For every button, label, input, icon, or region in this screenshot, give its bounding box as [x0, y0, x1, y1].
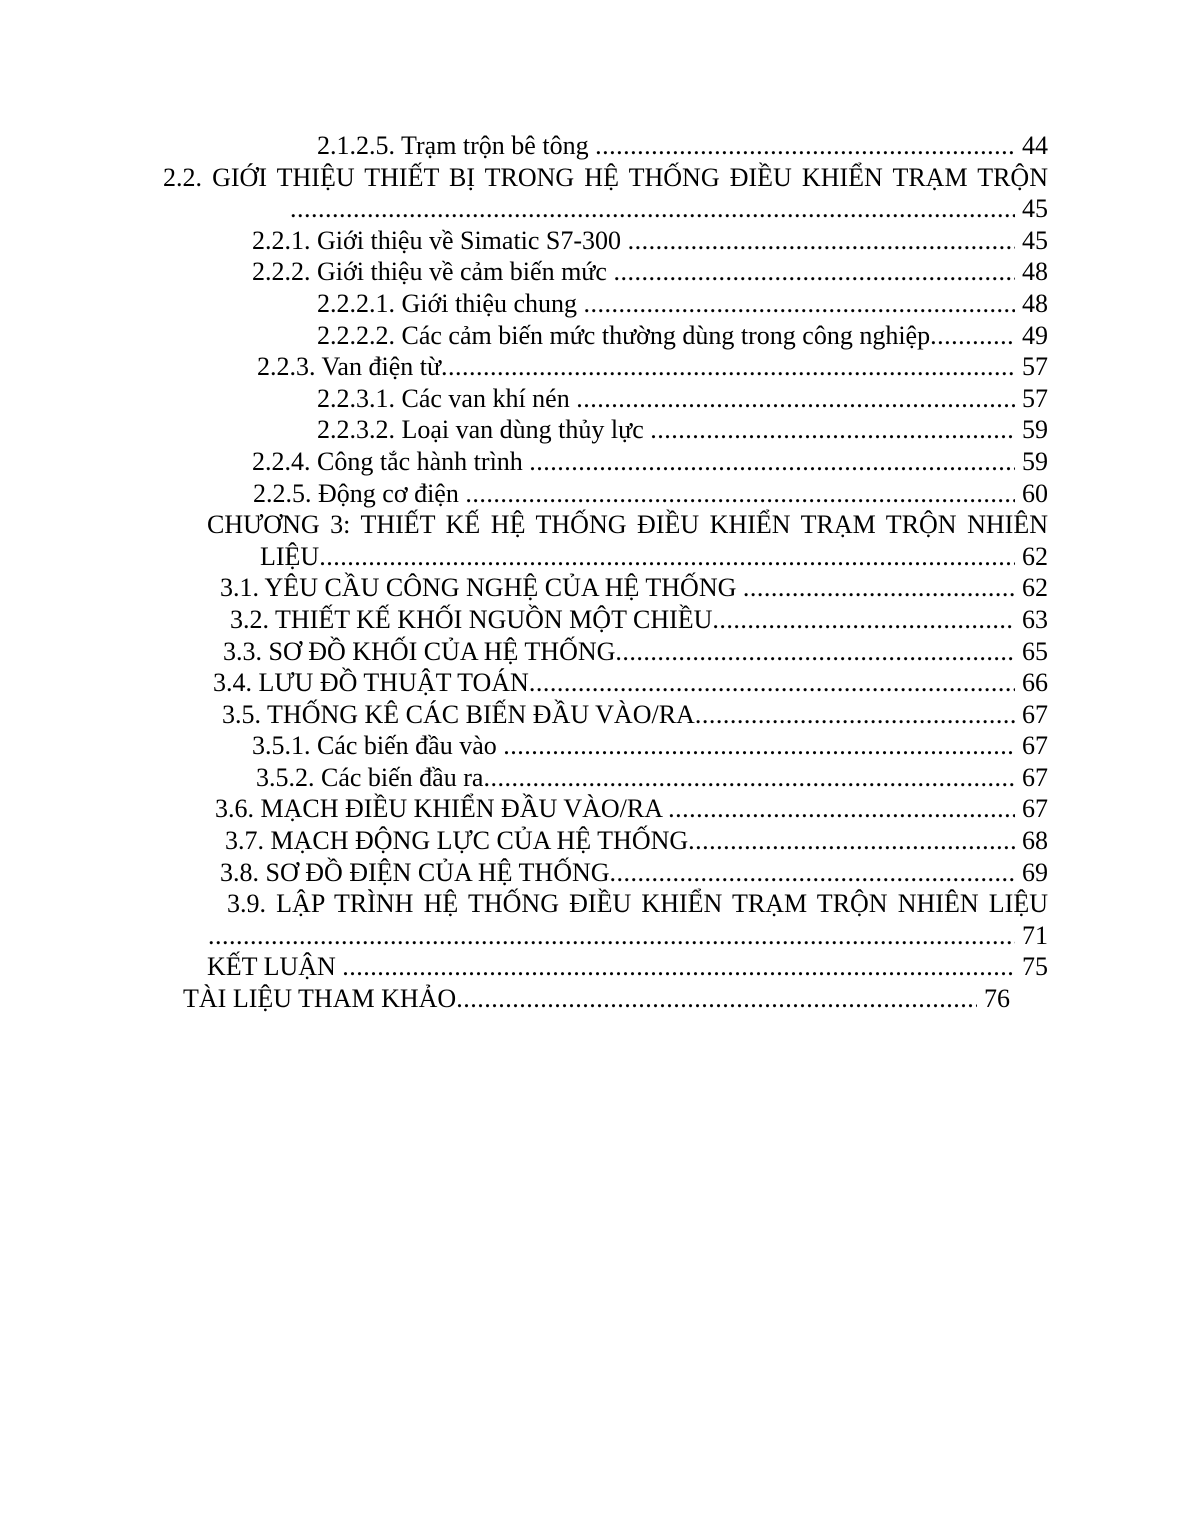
toc-row [163, 604, 1048, 636]
toc-entry-label: 3.2. THIẾT KẾ KHỐI NGUỒN MỘT CHIỀU [230, 604, 713, 634]
toc-entry-label: 3.1. YÊU CẦU CÔNG NGHỆ CỦA HỆ THỐNG [220, 573, 743, 603]
toc-entry-label: 2.2.3. Van điện từ [257, 352, 442, 382]
dot-leader [456, 983, 977, 1015]
toc-entry-label: CHƯƠNG 3: THIẾT KẾ HỆ THỐNG ĐIỀU KHIỂN TRẠM TRỘN NHIÊN [207, 510, 1048, 540]
toc-entry-label: 2.2.1. Giới thiệu về Simatic S7-300 [252, 225, 628, 255]
toc-row [163, 920, 1048, 952]
toc-row [163, 288, 1048, 320]
toc-row [163, 383, 1048, 415]
dot-leader [483, 762, 1015, 794]
page-number: 44 [1022, 131, 1048, 160]
dot-leader [319, 541, 1015, 573]
toc-entry-label: 3.4. LƯU ĐỒ THUẬT TOÁN [213, 668, 529, 698]
page-number: 57 [1022, 352, 1048, 382]
toc-row [163, 857, 1048, 889]
toc-entry-label: 2.2.2.2. Các cảm biến mức thường dùng trong công nghiệp [317, 320, 931, 350]
toc-row [163, 983, 1048, 1015]
dot-leader [610, 857, 1015, 889]
dot-leader [342, 951, 1015, 983]
page-number: 71 [1022, 920, 1048, 950]
toc-row [163, 951, 1048, 983]
toc-row [163, 225, 1048, 257]
page-number: 45 [1022, 225, 1048, 255]
toc-entry-label: 2.2.5. Động cơ điện [253, 478, 466, 508]
page-number: 63 [1022, 604, 1048, 634]
page-number: 67 [1022, 762, 1048, 792]
page-number: 67 [1022, 731, 1048, 761]
dot-leader [503, 730, 1015, 762]
dot-leader [208, 920, 1015, 952]
dot-leader [668, 793, 1015, 825]
page-number: 49 [1022, 320, 1048, 350]
page-number: 62 [1022, 541, 1048, 571]
page-number: 62 [1022, 573, 1048, 603]
dot-leader [650, 414, 1015, 446]
toc-entry-label: 2.2.4. Công tắc hành trình [252, 446, 530, 476]
toc-row [163, 541, 1048, 573]
dot-leader [465, 478, 1015, 510]
page-number: 69 [1022, 857, 1048, 887]
dot-leader [628, 225, 1015, 257]
toc-row [163, 351, 1048, 383]
dot-leader [688, 825, 1015, 857]
toc-entry-label: KẾT LUẬN [207, 952, 343, 982]
page-number: 48 [1022, 288, 1048, 318]
toc-entry-label: 2.2.3.1. Các van khí nén [317, 383, 577, 413]
toc-row [163, 730, 1048, 762]
page-number: 48 [1022, 257, 1048, 287]
toc-entry-label: 2.2.3.2. Loại van dùng thủy lực [317, 415, 651, 445]
dot-leader [529, 446, 1015, 478]
dot-leader [584, 288, 1016, 320]
dot-leader [576, 383, 1015, 415]
toc-entry-label: 3.5.1. Các biến đầu vào [252, 731, 504, 761]
toc-entry-label: 3.6. MẠCH ĐIỀU KHIỂN ĐẦU VÀO/RA [215, 794, 669, 824]
toc-row [163, 320, 1048, 352]
dot-leader [290, 193, 1015, 225]
toc-row [163, 636, 1048, 668]
page-number: 66 [1022, 668, 1048, 698]
toc-row [163, 888, 1048, 920]
page-number: 57 [1022, 383, 1048, 413]
toc-entry-label: 3.8. SƠ ĐỒ ĐIỆN CỦA HỆ THỐNG [220, 857, 610, 887]
toc-row [163, 446, 1048, 478]
dot-leader [930, 320, 1015, 352]
dot-leader [615, 636, 1015, 668]
toc-row [163, 667, 1048, 699]
dot-leader [595, 130, 1015, 162]
toc-entry-label: 3.5.2. Các biến đầu ra [256, 762, 484, 792]
page-number: 68 [1022, 826, 1048, 856]
table-of-contents [163, 130, 1048, 1015]
toc-entry-label: 3.5. THỐNG KÊ CÁC BIẾN ĐẦU VÀO/RA [222, 699, 695, 729]
toc-entry-label: TÀI LIỆU THAM KHẢO [183, 984, 457, 1014]
dot-leader [695, 699, 1015, 731]
dot-leader [712, 604, 1015, 636]
toc-entry-label: 3.3. SƠ ĐỒ KHỐI CỦA HỆ THỐNG [223, 636, 616, 666]
toc-entry-label: 3.9. LẬP TRÌNH HỆ THỐNG ĐIỀU KHIỂN TRẠM TRỘN NHIÊN LIỆU [227, 889, 1048, 919]
toc-row [163, 256, 1048, 288]
toc-row [163, 193, 1048, 225]
toc-row [163, 699, 1048, 731]
toc-entry-label: 2.2.2. Giới thiệu về cảm biến mức [252, 257, 614, 287]
dot-leader [613, 256, 1015, 288]
page-number: 59 [1022, 446, 1048, 476]
toc-entry-label: 2.2.2.1. Giới thiệu chung [317, 288, 584, 318]
page-number: 75 [1022, 952, 1048, 982]
toc-row [163, 509, 1048, 541]
toc-row [163, 572, 1048, 604]
toc-entry-label: LIỆU [260, 541, 320, 571]
toc-row [163, 414, 1048, 446]
toc-row [163, 825, 1048, 857]
dot-leader [743, 572, 1015, 604]
toc-row [163, 762, 1048, 794]
page-number: 67 [1022, 699, 1048, 729]
toc-row [163, 162, 1048, 194]
page-number: 60 [1022, 478, 1048, 508]
page-number: 59 [1022, 415, 1048, 445]
toc-entry-label: 3.7. MẠCH ĐỘNG LỰC CỦA HỆ THỐNG [225, 826, 689, 856]
dot-leader [441, 351, 1015, 383]
toc-entry-label: 2.2. GIỚI THIỆU THIẾT BỊ TRONG HỆ THỐNG ĐIỀU KHIỂN TRẠM TRỘN [163, 162, 1048, 192]
page-number: 65 [1022, 636, 1048, 666]
page-number: 67 [1022, 794, 1048, 824]
toc-row [163, 478, 1048, 510]
toc-row [163, 793, 1048, 825]
dot-leader [529, 667, 1015, 699]
toc-row [163, 130, 1048, 162]
page-number: 45 [1022, 194, 1048, 224]
toc-entry-label: 2.1.2.5. Trạm trộn bê tông [317, 131, 596, 160]
page-number: 76 [984, 984, 1010, 1014]
